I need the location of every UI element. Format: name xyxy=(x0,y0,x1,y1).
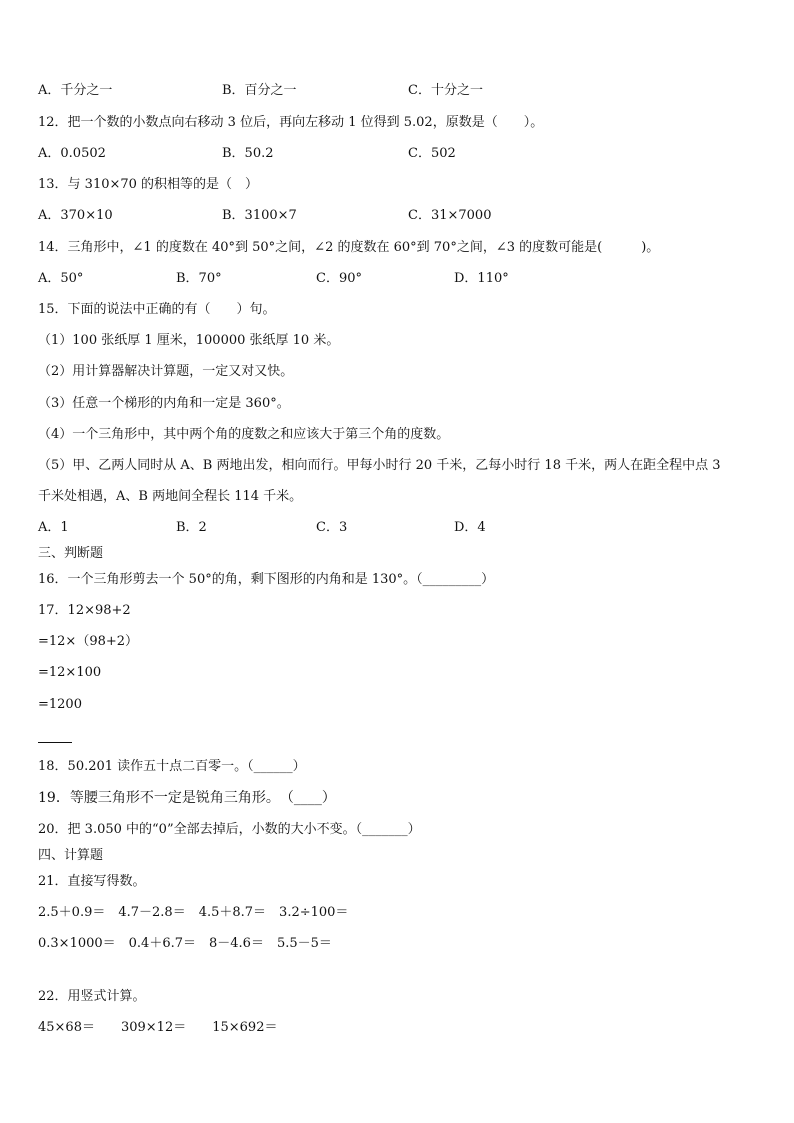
q21-row-2: 0.3×1000＝ 0.4＋6.7＝ 8－4.6＝ 5.5－5＝ xyxy=(38,936,332,951)
q17-line-4: =1200 xyxy=(38,697,82,712)
q15-option-d[interactable]: D．4 xyxy=(454,520,486,535)
q15-option-b[interactable]: B．2 xyxy=(176,520,207,535)
q15-statement-5-line1: （5）甲、乙两人同时从 A、B 两地出发，相向而行。甲每小时行 20 千米，乙每小时行 18 千米，两人在距全程中点 3 xyxy=(38,458,721,473)
q12-stem: 12．把一个数的小数点向右移动 3 位后，再向左移动 1 位得到 5.02，原数是（ ）。 xyxy=(38,115,544,130)
q14-option-d[interactable]: D．110° xyxy=(454,271,509,286)
q11-option-a[interactable]: A．千分之一 xyxy=(38,83,113,98)
q17-line-3: =12×100 xyxy=(38,665,102,680)
q17-line-1: 17．12×98+2 xyxy=(38,603,131,618)
q17-line-2: =12×（98+2） xyxy=(38,634,139,649)
q15-option-c[interactable]: C．3 xyxy=(316,520,348,535)
q14-option-b[interactable]: B．70° xyxy=(176,271,222,286)
q19-statement: 19．等腰三角形不一定是锐角三角形。 （____） xyxy=(38,790,336,806)
q18-statement: 18．50.201 读作五十点二百零一。（______） xyxy=(38,759,306,774)
section-4-heading: 四、计算题 xyxy=(38,848,104,863)
q17-answer-blank[interactable] xyxy=(38,742,72,743)
q15-statement-2: （2）用计算器解决计算题，一定又对又快。 xyxy=(38,364,294,379)
q15-statement-3: （3）任意一个梯形的内角和一定是 360°。 xyxy=(38,396,290,411)
q13-option-a[interactable]: A．370×10 xyxy=(38,208,113,223)
q11-option-c[interactable]: C．十分之一 xyxy=(408,83,483,98)
q15-statement-1: （1）100 张纸厚 1 厘米，100000 张纸厚 10 米。 xyxy=(38,333,340,348)
q13-stem: 13．与 310×70 的积相等的是（ ） xyxy=(38,177,259,192)
q16-statement: 16．一个三角形剪去一个 50°的角，剩下图形的内角和是 130°。（_________） xyxy=(38,572,495,587)
q22-stem: 22．用竖式计算。 xyxy=(38,989,146,1004)
q14-stem: 14．三角形中，∠1 的度数在 40°到 50°之间，∠2 的度数在 60°到 70°之间，∠3 的度数可能是( )。 xyxy=(38,240,660,255)
q21-row-1: 2.5＋0.9＝ 4.7－2.8＝ 4.5＋8.7＝ 3.2÷100＝ xyxy=(38,905,349,920)
q20-statement: 20．把 3.050 中的“0”全部去掉后，小数的大小不变。（_______） xyxy=(38,822,421,837)
q12-option-b[interactable]: B．50.2 xyxy=(222,146,274,161)
q12-option-c[interactable]: C．502 xyxy=(408,146,456,161)
q15-stem: 15．下面的说法中正确的有（ ）句。 xyxy=(38,302,276,317)
q14-option-c[interactable]: C．90° xyxy=(316,271,362,286)
q15-option-a[interactable]: A．1 xyxy=(38,520,69,535)
q15-statement-5-line2: 千米处相遇，A、B 两地间全程长 114 千米。 xyxy=(38,489,303,504)
q13-option-c[interactable]: C．31×7000 xyxy=(408,208,492,223)
q22-row-1: 45×68＝ 309×12＝ 15×692＝ xyxy=(38,1020,278,1035)
q11-option-b[interactable]: B．百分之一 xyxy=(222,83,297,98)
q14-option-a[interactable]: A．50° xyxy=(38,271,84,286)
q12-option-a[interactable]: A．0.0502 xyxy=(38,146,106,161)
q13-option-b[interactable]: B．3100×7 xyxy=(222,208,297,223)
q15-statement-4: （4）一个三角形中，其中两个角的度数之和应该大于第三个角的度数。 xyxy=(38,427,450,442)
q21-stem: 21．直接写得数。 xyxy=(38,874,146,889)
section-3-heading: 三、判断题 xyxy=(38,546,104,561)
